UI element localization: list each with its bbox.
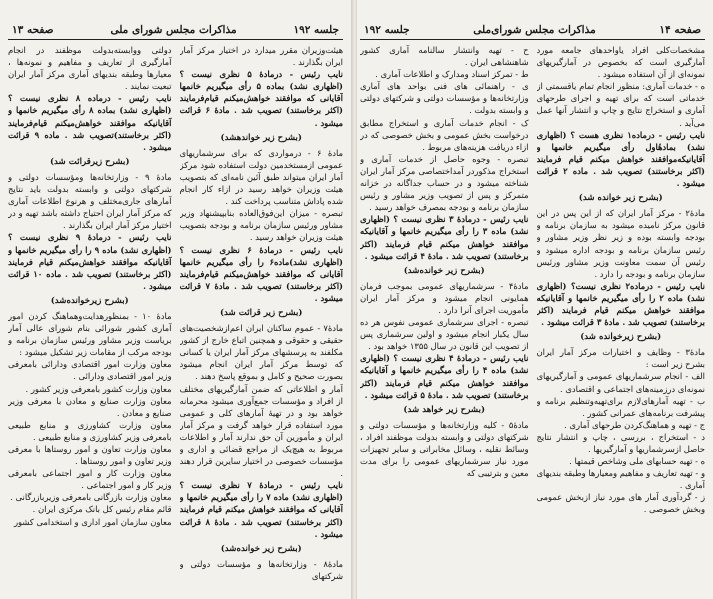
paragraph: معاون وزارت کشور بامعرفی وزیر کشور .: [25, 383, 172, 394]
paragraph: نایب رئیس - درمادهٔ ۴ نظری نیست ؟ (اظهاری نشد) ماده ۴ را رأی میگیریم خانمها و آقایانیکه موافقند خواهش میکنم قیام فرمایند (اکثر برخاستند) تصویب شد . مادهٔ ۵ قرائت میشود .: [360, 353, 529, 400]
paragraph: ج - تهیه و هماهنگ‌کردن طرحهای آماری .: [564, 419, 705, 430]
paragraph: مادهٔ ۹ - وزارتخانه‌ها ومؤسسات دولتی و شرکتهای دولتی و وابسته بدولت باید نتایج آمارهای جاری‌مختلف و هرنوع اطلاعات آماری که مرکز آمار ایران احتیاج داشته باشد تهیه و در اختیار مرکز آمار ایران بگذارند .: [8, 171, 172, 231]
paragraph: معاون سازمان امور اداری و استخدامی کشور: [13, 516, 172, 527]
paragraph: معاون وزارت بازرگانی بامعرفی وزیربازرگانی .: [10, 492, 172, 503]
paragraph: تبصره - میزان این‌فوق‌العاده بنا‌بپیشنهاد وزیر مشاور ورئیس سازمان برنامه و بودجه بتصویب هیئت وزیران خواهد رسید .: [179, 208, 343, 243]
paragraph: مادهٔ۳ - وظایف و اختیارات مرکز آمار ایران بشرح زیر است :: [536, 347, 705, 370]
paragraph: نایب رئیس - درماده۱ نظری هست ؟ (اظهاری نشد) بمادهٔاول رأی میگیریم خانمها و آقایانیکه‌موافقند خواهش میکنم قیام فرمایند (اکثر برخاستند) تصویب شد . ماده ۲ قرائت میشود .: [536, 129, 705, 189]
paragraph: ز - گردآوری آمار های مورد نیاز ازبخش عمومی وبخش خصوصی .: [536, 492, 705, 515]
paragraph: مادهٔ۷ - عموم ساکنان ایران اعم‌ازشخصیت‌های حقیقی و حقوقی و همچنین اتباع خارج از کشور مکلفند به پرسشهای مرکز آمار ایران یا کسانی که توسط مرکز آمار ایران انجام میشود بصورت صحیح و کامل و بموقع پاسخ دهند .: [179, 323, 343, 382]
reading-note: (بشرح زیرخوانده‌شد): [50, 295, 129, 306]
paragraph: قائم مقام رئیس کل بانک مرکزی ایران .: [32, 504, 172, 515]
reading-note: (بشرح زیر خوانده شد): [578, 193, 663, 204]
right-page-column-left: [360, 44, 529, 599]
reading-note: (بشرح زیر خوانده‌شد): [220, 543, 302, 554]
paragraph: ک - انجام خدمات آماری و استخراج مطابق درخواست بخش عمومی و بخش خصوصی که در ازاء دریافت هزینه‌های مربوط .: [360, 117, 529, 152]
paragraph: ب - تهیه آمارهای‌لازم برای‌تهیه‌وتنظیم برنامه و پیشرفت برنامه‌های عمرانی کشور .: [536, 395, 705, 418]
paragraph: مادهٔ۸ - وزارتخانه‌ها و مؤسسات دولتی و شرکتهای: [179, 558, 343, 581]
paragraph: مادهٔ۲ - مرکز آمار ایران که از این پس در این قانون مرکز نامیده میشود به سازمان برنامه و بودجه وابسته بوده و زیر نظر وزیر مشاور و رئیس سازمان برنامه و بودجه اداره میشود و رئیس آن سمت معاونت وزیر مشاور ورئیس سازمان برنامه و بودجه را دارد .: [536, 208, 705, 279]
paragraph: نایب رئیس - درمادهٔ ۳ نظری نیست ؟ (اظهاری نشد) ماده ۳ را رأی میگیریم خانمها و آقایانیکه موافقند خواهش میکنم قیام فرمایند (اکثر برخاستند) تصویب شد . مادهٔ ۴ قرائت میشود .: [360, 214, 529, 261]
paragraph: ی - راهنمائی های فنی بواحد های آماری وزارتخانه‌ها و مؤسسات دولتی و شرکتهای دولتی و وابسته بدولت .: [360, 81, 529, 116]
right-page-number: صفحه ۱۴: [659, 24, 701, 36]
left-page: [0, 0, 352, 599]
paragraph: معاون وزارت تعاون و امور روستاها با معرفی وزیر تعاون و امور روستاها .: [8, 444, 172, 467]
book-gutter: [351, 0, 357, 599]
paragraph: مادهٔ ۱۰ - بمنظورهدایت‌وهماهنگ کردن امور آماری کشور شورائی بنام شورای عالی آمار بریاست وزیر مشاور ورئیس سازمان برنامه و بودجه مرکب از مقامات زیر تشکیل میشود :: [8, 310, 172, 358]
reading-note: (بشرح زیرقرائت شد): [49, 156, 130, 167]
paragraph: الف - انجام سرشماریهای عمومی و آمارگیریهای نمونه‌ای درزمینه‌های اجتماعی و اقتصادی .: [536, 371, 705, 394]
paragraph: نایب رئیس - درمادهٔ ۵ نظری نیست ؟ (اظهاری نشد) بماده ۵ رأی میگیریم خانمها آقایانی که موافقند خواهش‌میکنم قیام‌فرمایند (اکثر برخاستند) تصویب شد . مادهٔ ۶ قرائت میشود .: [179, 69, 343, 128]
paragraph: آمار و اطلاعاتی که ضمن آمارگیریهای مختلف از افراد و مؤسسات جمع‌آوری میشود محرمانه خواهد بود و در تهیهٔ آمارهای کلی و عمومی مورد استفاده قرار خواهد گرفت و مرکز آمار ایران و مأمورین آن حق ندارند آمار و اطلاعات مربوط به هیچ‌یک از مراجع قضائی و اداری و مؤسسات خصوصی در اختیار سایرین قرار دهند .: [179, 383, 343, 479]
paragraph: معاون وزارت کار و امور اجتماعی بامعرفی وزیر کار و امور اجتماعی .: [8, 468, 172, 491]
paragraph: معاون وزارت صنایع و معادن با معرفی وزیر صنایع و معادن .: [8, 395, 172, 418]
paragraph: معاون وزارت امور اقتصادی ودارائی بامعرفی وزیر امور اقتصادی ودارائی .: [8, 359, 172, 382]
reading-note: (بشرح زیرخوانده شد): [580, 332, 662, 343]
left-page-column-right: [180, 44, 344, 599]
paragraph: مادهٔ۵ - کلیه وزارتخانه‌ها و مؤسسات دولتی و شرکتهای دولتی و وابسته بدولت موظفند افراد ، وسائط نقلیه ، وسائل مخابراتی و سایر تجهیزات مورد نیاز سرشماریهای عمومی را برای مدت معین و بترتیبی که: [360, 419, 529, 479]
left-page-number: صفحه ۱۳: [12, 24, 54, 36]
paragraph: مادهٔ۴ - سرشماریهای عمومی بموجب فرمان همایونی انجام میشود و مرکز آمار ایران مأموریت اجرای آنرا دارد .: [360, 280, 529, 315]
paragraph: تبصره - اجرای سرشماری عمومی نفوس هر ده سال یکبار انجام میشود و اولین سرشماری پس از تصویب این قانون در سال ۱۳۵۵ خواهد بود .: [360, 317, 529, 352]
left-page-column-left: [8, 44, 172, 599]
paragraph: نایب رئیس - درمادهٔ ۶ نظری نیست ؟ (اظهاری نشد)ماده۶ را رأی میگیریم خانمها آقایانی که موافقند خواهش‌میکنم قیام‌فرمایند (اکثر برخاستند) تصویب شد . مادهٔ ۷ قرائت میشود .: [179, 244, 343, 303]
paragraph: معاون وزارت کشاورزی و منابع طبیعی بامعرفی وزیر کشاورزی و منابع طبیعی .: [8, 419, 172, 442]
reading-note: (بشرح زیر خوانده‌شد): [403, 265, 485, 276]
left-page-title: مذاکرات مجلس شورای ملی: [110, 24, 237, 36]
reading-note: (بشرح زیر خواهد شد): [403, 404, 486, 415]
paragraph: نایب رئیس - درماده۲ نظری نیست؟ (اظهاری نشد) ماده ۲ را رأی میگیریم خانمها و آقایانیکه موافقند خواهش میکنم قیام فرمایند (اکثر برخاستند) تصویب شد . مادهٔ ۳ قرائت میشود .: [536, 280, 705, 328]
right-page-column-right: [537, 44, 706, 599]
right-page: [352, 0, 713, 599]
right-page-session: جلسه ۱۹۲: [364, 24, 410, 36]
paragraph: ط - تمرکز اسناد ومدارک و اطلاعات آماری .: [375, 69, 529, 80]
paragraph: تبصره - وجوه حاصل از خدمات آماری و استخراج مذکوردر آمداختصاصی مرکز آمار ایران شناخته میشود و در حساب جداگانه در خزانه متمرکز و پس از تصویب وزیر مشاور و رئیس سازمان برنامه و بودجه بمصرف خواهد رسید .: [360, 153, 529, 213]
right-page-columns: [360, 44, 705, 599]
right-page-header: [360, 10, 705, 40]
paragraph: ه - خدمات آماری: منظور انجام تمام یاقسمتی از خدماتی است که برای تهیه و اجرای طرحهای آماری و استخراج نتایج و چاپ و انتشار آنها عمل می‌آید .: [536, 81, 705, 128]
paragraph: ح - تهیه وانتشار سالنامه آماری کشور شاهنشاهی ایران .: [360, 45, 529, 68]
left-page-session: جلسه ۱۹۲: [293, 24, 339, 36]
reading-note: (بشرح زیر خواندهشد): [220, 132, 302, 143]
paragraph: نایب رئیس - درمادهٔ ۷ نظری نیست ؟ (اظهاری نشد) ماده ۷ را رأی میگیریم خانمها و آقایانی که موافقند خواهش میکنم قیام فرمایند (اکثر برخاستند) تصویب شد . مادهٔ ۸ قرائت میشود .: [179, 480, 343, 539]
paragraph: دولتی ووابسته‌بدولت موظفند در انجام آمارگیری از تعاریف و مفاهیم و نمونه‌ها ، معیارها وطبقه بندیهای آماری مرکز آمار ایران تبعیت نمایند .: [8, 45, 172, 92]
paragraph: و - تهیه تعاریف و مفاهیم ومعیارها وطبقه بندیهای آماری .: [536, 468, 705, 491]
paragraph: نایب رئیس - درماده ۸ نظری نیست ؟ (اظهاری نشد) بماده ۸ رأی میگیریم خانمها و آقایانیکه موافقند خواهش‌میکنم قیام‌فرمایند (اکثر برخاستند)تصویب شد . ماده ۹ قرائت میشود .: [8, 93, 172, 152]
paragraph: مشخصات‌کلی افراد یاواحدهای جامعه مورد آمارگیری است که بخصوص در آمارگیریهای نمونه‌ای از آن استفاده میشود .: [536, 45, 705, 80]
paragraph: مادهٔ ۶ - درمواردی که برای سرشماریهای عمومی ازمستخدمین دولت استفاده شود مرکز آمار ایران میتواند طبق آئین نامه‌ای که بتصویب هیئت وزیران خواهد رسید در ازاء کار انجام شده پاداش متناسب پرداخت کند .: [179, 147, 343, 207]
paragraph: نایب رئیس - درمادهٔ ۹ نظری نیست ؟ (اظهاری نشد) ماده ۹ را رأی میگیریم خانمها و آقایانیکه موافقند خواهش‌میکنم قیام فرمایند (اکثر برخاستند) تصویب شد . ماده ۱۰ قرائت میشود .: [8, 232, 172, 291]
paragraph: د - استخراج ، بررسی ، چاپ و انتشار نتایج حاصل ازسرشماریها و آمارگیریها .: [536, 431, 705, 454]
reading-note: (بشرح زیر قرائت شد): [219, 307, 303, 318]
left-page-header: [8, 10, 343, 40]
left-page-columns: [8, 44, 343, 599]
paragraph: ه - تهیه حسابهای ملی وشاخص قیمتها .: [569, 456, 705, 467]
paragraph: هیئت‌وزیران مقرر میدارد در اختیار مرکز آمار ایران بگذارند .: [179, 45, 343, 68]
right-page-title: مذاکرات مجلس شورای‌ملی: [473, 24, 596, 36]
